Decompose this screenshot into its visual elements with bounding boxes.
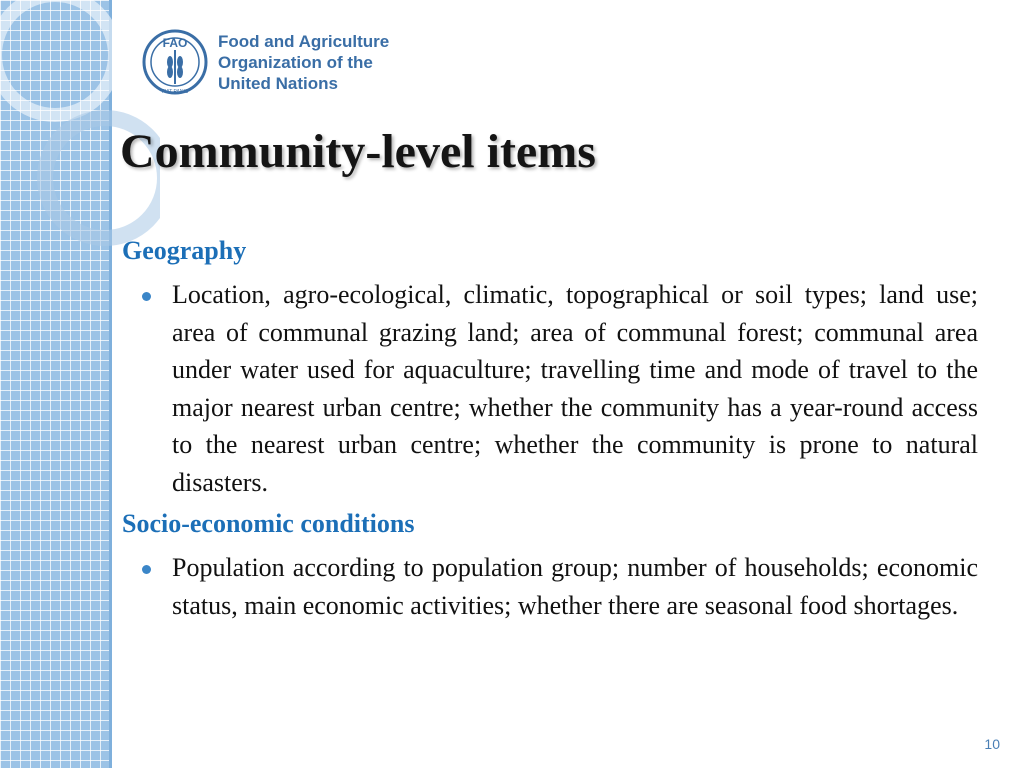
bullet-dot-icon: [142, 565, 151, 574]
fao-motto: FIAT PANIS: [161, 89, 189, 95]
page-number: 10: [984, 736, 1000, 752]
org-name-line-3: United Nations: [218, 73, 338, 93]
section-heading-geography: Geography: [122, 236, 247, 265]
fao-emblem-icon: [140, 28, 210, 96]
bullet-item-socio-economic: [122, 549, 978, 624]
slide-title: Community-level items: [120, 125, 596, 178]
bullet-text-geography: Location, agro-ecological, climatic, topographical or soil types; land use; area of communal grazing land; area of communal forest; communal area under water used for aquaculture; travelling time and mode of travel to the major nearest urban centre; whether the community has a year-round access to the nearest urban centre; whether the community is prone to natural disasters.: [172, 280, 978, 497]
bullet-item-geography: [122, 276, 978, 501]
bullet-text-socio-economic: Population according to population group; number of households; economic status, main economic activities; whether there are seasonal food shortages.: [172, 553, 978, 620]
section-heading-socio-economic: Socio-economic conditions: [122, 509, 415, 538]
fao-letters: FAO: [162, 36, 188, 50]
org-name-line-2: Organization of the: [218, 52, 373, 72]
slide-content: [122, 232, 978, 628]
bullet-dot-icon: [142, 292, 151, 301]
fao-logo: [140, 28, 389, 96]
org-name-line-1: Food and Agriculture: [218, 31, 390, 51]
organization-name: [218, 31, 389, 94]
